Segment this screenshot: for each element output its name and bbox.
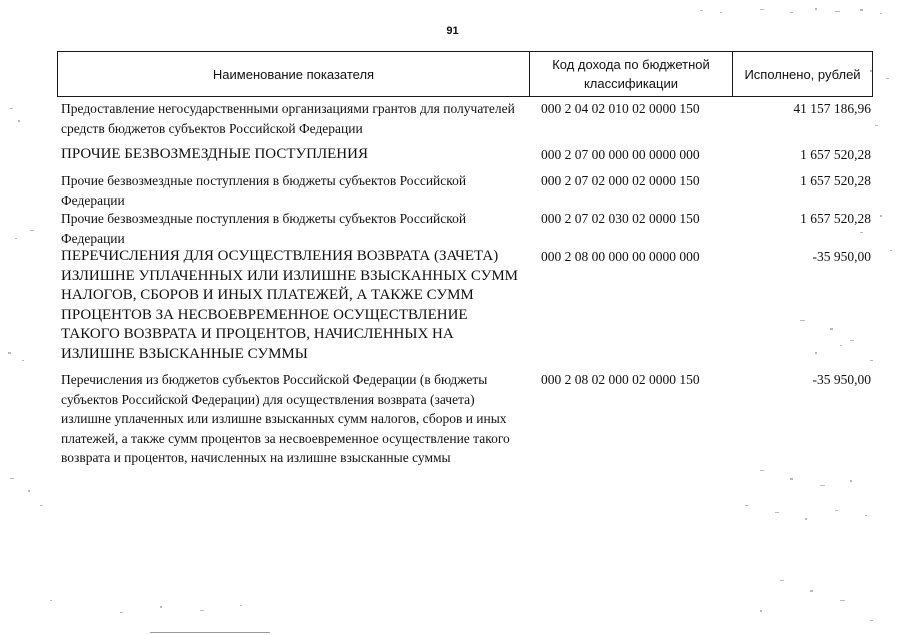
row-name: Прочие безвозмездные поступления в бюджеты субъектов Российской Федерации: [61, 211, 467, 246]
header-name-column: Наименование показателя: [58, 52, 530, 96]
row-code: 000 2 08 00 000 00 0000 000: [541, 249, 700, 264]
header-executed-column: Исполнено, рублей: [744, 66, 861, 82]
row-name: Прочие безвозмездные поступления в бюджеты субъектов Российской Федерации: [61, 173, 467, 208]
row-code: 000 2 04 02 010 02 0000 150: [541, 101, 700, 116]
row-amount: 41 157 186,96: [793, 101, 871, 116]
row-amount: 1 657 520,28: [800, 147, 871, 162]
header-code-column: Код дохода по бюджетной классификации: [530, 52, 733, 96]
row-code: 000 2 07 00 000 00 0000 000: [541, 147, 700, 162]
row-amount: -35 950,00: [812, 249, 871, 264]
row-name: Перечисления из бюджетов субъектов Российской Федерации (в бюджеты субъектов Российской Федерации) для осуществления возврата (зачета) излишне уплаченных или излишне взысканных сумм налогов, сборов и иных платежей, а также сумм процентов за несвоевременное осуществление такого возврата и процентов, начисленных на излишне взысканные суммы: [61, 372, 510, 465]
row-amount: 1 657 520,28: [800, 173, 871, 188]
row-amount: 1 657 520,28: [800, 211, 871, 226]
table-header: [57, 51, 873, 97]
row-name: ПРОЧИЕ БЕЗВОЗМЕЗДНЫЕ ПОСТУПЛЕНИЯ: [61, 146, 368, 162]
row-code: 000 2 07 02 030 02 0000 150: [541, 211, 700, 226]
row-code: 000 2 08 02 000 02 0000 150: [541, 372, 700, 387]
page-number: 91: [446, 25, 459, 37]
row-name: ПЕРЕЧИСЛЕНИЯ ДЛЯ ОСУЩЕСТВЛЕНИЯ ВОЗВРАТА (ЗАЧЕТА) ИЗЛИШНЕ УПЛАЧЕННЫХ ИЛИ ИЗЛИШНЕ ВЗЫСКАННЫХ СУММ НАЛОГОВ, СБОРОВ И ИНЫХ ПЛАТЕЖЕЙ, А ТАКЖЕ СУММ ПРОЦЕНТОВ ЗА НЕСВОЕВРЕМЕННОЕ ОСУЩЕСТВЛЕНИЕ ТАКОГО ВОЗВРАТА И ПРОЦЕНТОВ, НАЧИСЛЕННЫХ НА ИЗЛИШНЕ ВЗЫСКАННЫЕ СУММЫ: [61, 248, 519, 362]
row-name: Предоставление негосударственными организациями грантов для получателей средств бюджетов субъектов Российской Федерации: [61, 101, 515, 136]
row-amount: -35 950,00: [812, 372, 871, 387]
scan-edge-line: [150, 632, 270, 633]
row-code: 000 2 07 02 000 02 0000 150: [541, 173, 700, 188]
